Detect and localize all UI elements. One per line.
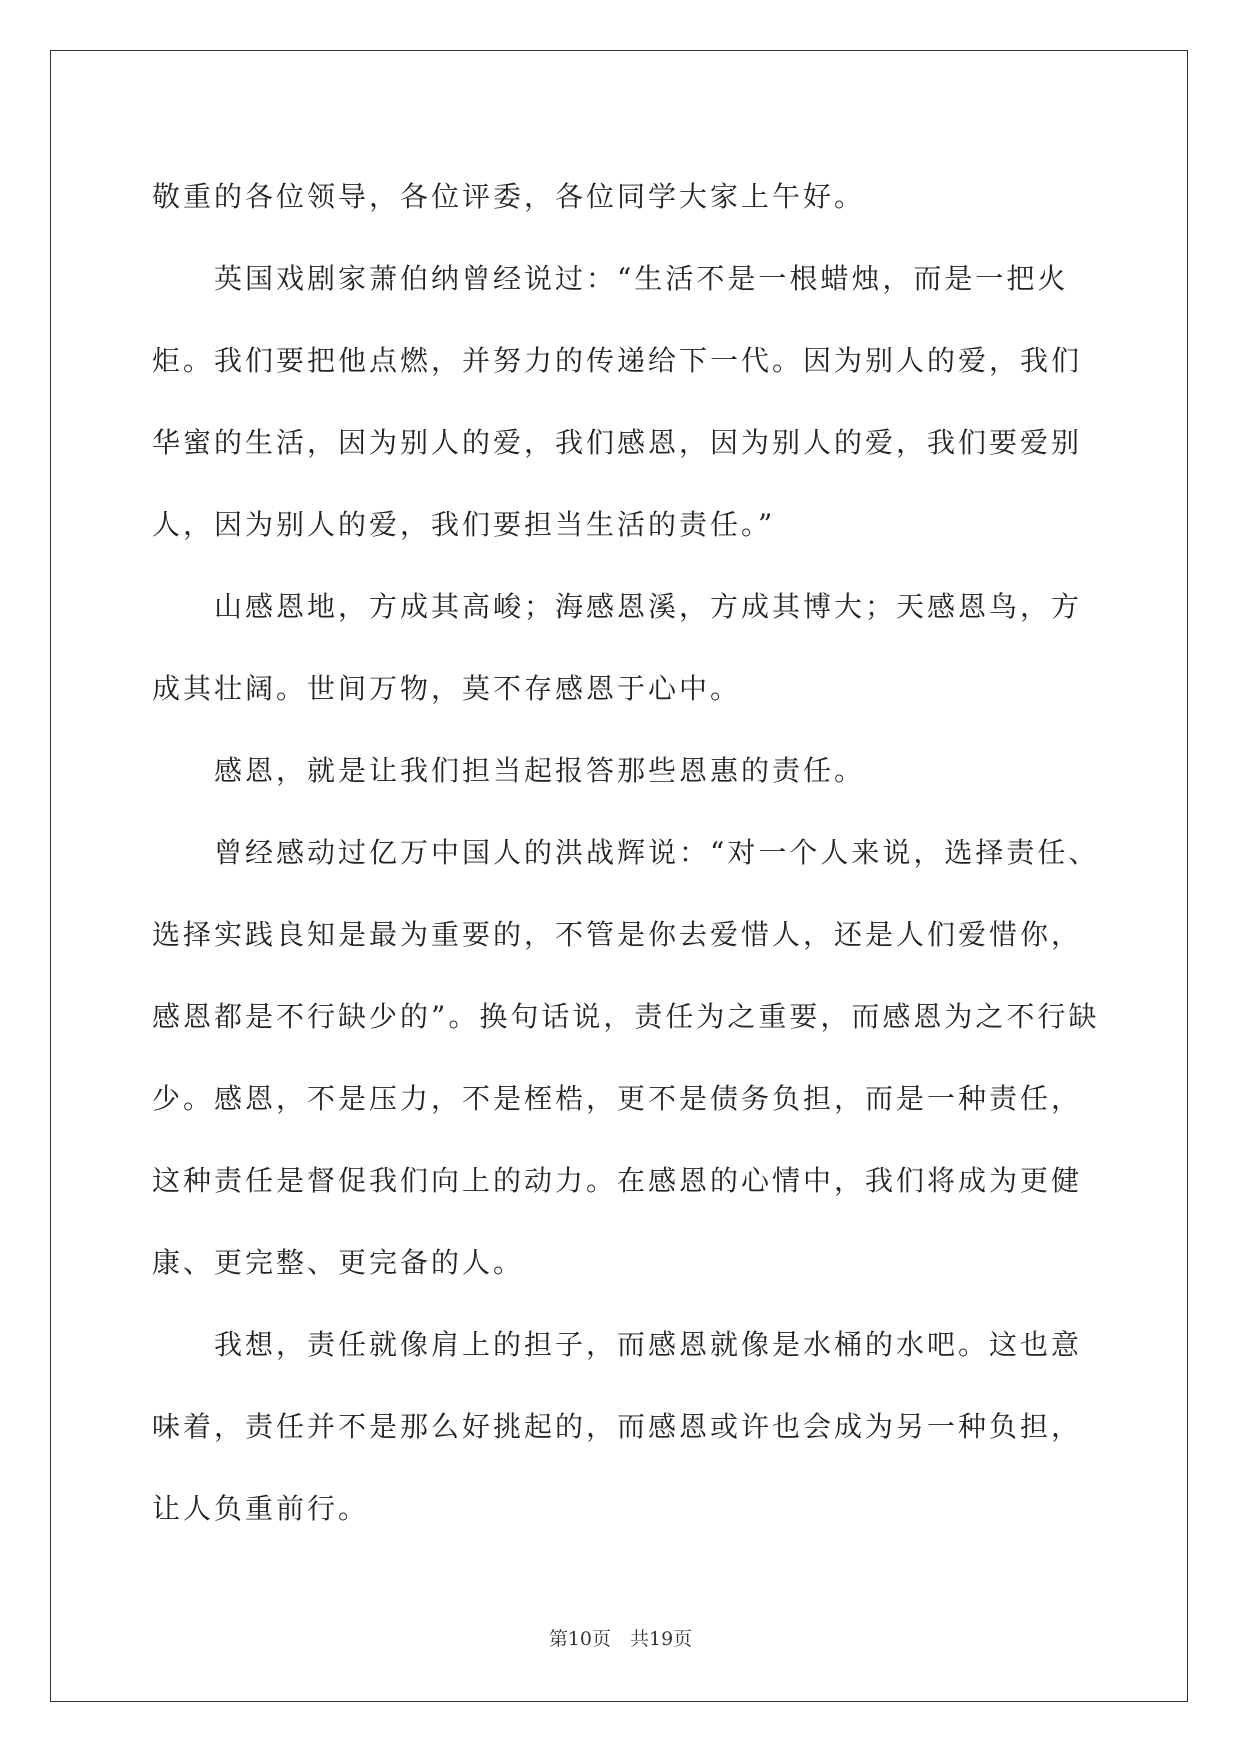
text-line: 英国戏剧家萧伯纳曾经说过：“生活不是一根蜡烛，而是一把火 xyxy=(152,262,1069,295)
page-footer xyxy=(0,1624,1241,1651)
paragraph-greeting xyxy=(152,156,1092,238)
text-line: 敬重的各位领导，各位评委，各位同学大家上午好。 xyxy=(152,180,866,213)
text-line: 我想，责任就像肩上的担子，而感恩就像是水桶的水吧。这也意 xyxy=(152,1328,1083,1361)
paragraph-shaw-quote xyxy=(152,238,1092,566)
paragraph-gratitude-responsibility xyxy=(152,730,1092,812)
text-line: 选择实践良知是最为重要的，不管是你去爱惜人，还是人们爱惜你， xyxy=(152,918,1083,951)
text-line: 感恩都是不行缺少的”。换句话说，责任为之重要，而感恩为之不行缺 xyxy=(152,1000,1100,1033)
text-line: 人，因为别人的爱，我们要担当生活的责任。” xyxy=(152,508,776,541)
document-body xyxy=(152,156,1100,1550)
text-line: 少。感恩，不是压力，不是桎梏，更不是债务负担，而是一种责任， xyxy=(152,1082,1083,1115)
paragraph-hong-quote xyxy=(152,812,1100,1304)
text-line: 曾经感动过亿万中国人的洪战辉说：“对一个人来说，选择责任、 xyxy=(152,836,1100,869)
text-line: 炬。我们要把他点燃，并努力的传递给下一代。因为别人的爱，我们 xyxy=(152,344,1083,377)
text-line: 感恩，就是让我们担当起报答那些恩惠的责任。 xyxy=(152,754,866,787)
paragraph-shoulder-burden xyxy=(152,1304,1092,1550)
text-line: 华蜜的生活，因为别人的爱，我们感恩，因为别人的爱，我们要爱别 xyxy=(152,426,1083,459)
text-line: 让人负重前行。 xyxy=(152,1492,370,1525)
page-number: 第10页 共19页 xyxy=(548,1628,693,1650)
text-line: 这种责任是督促我们向上的动力。在感恩的心情中，我们将成为更健 xyxy=(152,1164,1083,1197)
paragraph-nature-gratitude xyxy=(152,566,1092,730)
text-line: 味着，责任并不是那么好挑起的，而感恩或许也会成为另一种负担， xyxy=(152,1410,1083,1443)
text-line: 成其壮阔。世间万物，莫不存感恩于心中。 xyxy=(152,672,742,705)
text-line: 康、更完整、更完备的人。 xyxy=(152,1246,525,1279)
text-line: 山感恩地，方成其高峻；海感恩溪，方成其博大；天感恩鸟，方 xyxy=(152,590,1083,623)
